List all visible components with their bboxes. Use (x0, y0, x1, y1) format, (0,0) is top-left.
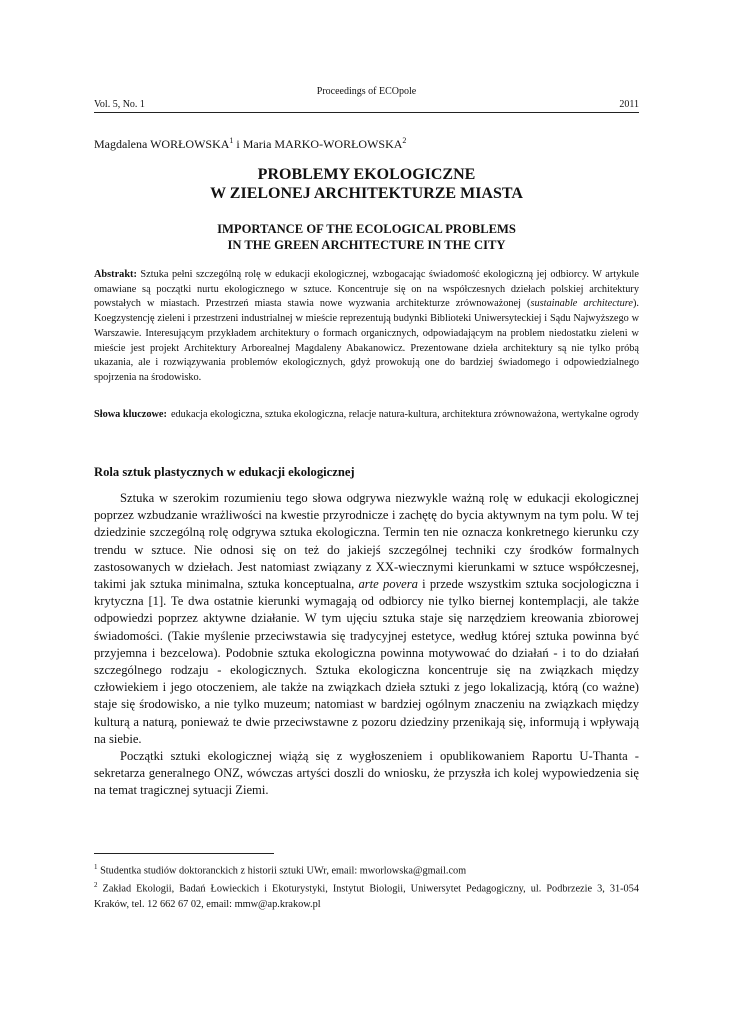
abstract-label: Abstrakt: (94, 269, 137, 280)
abstract-italic-term: sustainable architecture (530, 298, 633, 310)
paragraph-1-part-b: i przede wszystkim sztuka socjologiczna i krytyczna [1]. Te dwa ostatnie kierunki wymagają od odbiorcy nie tylko biernej kontemplacji, ale także odpowiedzi poprzez aktywne działanie. W tym ujęciu sztuka staje się narzędziem kreowania zbiorowej świadomości. (Takie myślenie przeciwstawia się tradycyjnej estetyce, według której sztuka powinna być przyjemna i bezcelowa). Podobnie sztuka ekologiczna powinna motywować do działań - i to do działań szczególnego rodzaju - ekologicznych. Sztuka ekologiczna koncentruje się na związkach między człowiekiem i jego otoczeniem, ale także na związkach dzieła sztuki z jego lokalizacją, którą (co ważne) staje się środowisko, a nie tylko muzeum; natomiast w bardziej ogólnym znaczeniu na związkach między kulturą a naturą, ponieważ te dwie przeciwstawne z pozoru dziedziny przenikają się, informują i wpływają na siebie. (94, 577, 640, 746)
author-1-footnote-mark: 1 (229, 136, 234, 145)
keywords-label: Słowa kluczowe: (94, 409, 167, 420)
title-polish-line-1: PROBLEMY EKOLOGICZNE (257, 166, 476, 183)
body-paragraph-2: Początki sztuki ekologicznej wiążą się z wygłoszeniem i opublikowaniem Raportu U-Thanta - sekretarza generalnego ONZ, wówczas artyści doszli do wniosku, że przyszła ich kolej wypowiedzenia się na temat tragicznej sytuacji Ziemi. (94, 749, 639, 798)
title-polish-line-2: W ZIELONEJ ARCHITEKTURZE MIASTA (210, 185, 523, 202)
author-2-footnote-mark: 2 (402, 136, 407, 145)
author-line (94, 136, 406, 152)
keywords-text: edukacja ekologiczna, sztuka ekologiczna, relacje natura-kultura, architektura zrównoważona, wertykalne ogrody (170, 409, 639, 420)
abstract (94, 268, 639, 386)
footnotes (94, 860, 639, 912)
publication-year: 2011 (619, 99, 639, 110)
title-english (94, 221, 639, 253)
title-polish (94, 165, 639, 203)
title-english-line-2: IN THE GREEN ARCHITECTURE IN THE CITY (227, 238, 506, 252)
body-text (94, 490, 639, 800)
footnote-1 (94, 860, 639, 878)
paragraph-1-italic-term: arte povera (358, 577, 418, 592)
abstract-text-part-1: Sztuka pełni szczególną rolę w edukacji ekologicznej, wzbogacając świadomość ekologiczną jej odbiorcy. W artykule omawiane są początki nurtu ekologicznego w sztuce. Koncentruje się on na współczesnych dziełach polskiej architektury powstałych w miastach. Przestrzeń miasta stawia nowe wyzwania architekturze zrównoważonej ( (94, 269, 639, 310)
body-paragraph-1 (94, 490, 639, 748)
abstract-text-part-2: ). Koegzystencję zieleni i przestrzeni industrialnej w mieście reprezentują budynki Biblioteki Uniwersyteckiej i Sądu Najwyższego w Warszawie. Interesującym przykładem architektury o formach organicznych, odpowiadającym na problem niedostatku zieleni w mieście jest projekt Architektury Arborealnej Magdaleny Abakanowicz. Prezentowane dzieła architektury są nie tylko próbą ukazania, ale i rozwiązywania problemów ekologicznych, gdyż prowokują one do bardziej świadomego i odpowiedzialnego spojrzenia na środowisko. (94, 298, 640, 383)
author-1-name: Magdalena WORŁOWSKA (94, 137, 230, 151)
section-heading: Rola sztuk plastycznych w edukacji ekologicznej (94, 465, 355, 479)
footnote-divider (94, 853, 274, 854)
footnote-1-mark: 1 (94, 863, 98, 871)
journal-running-head: Proceedings of ECOpole (316, 86, 417, 97)
keywords (94, 408, 639, 423)
author-connector: i (233, 137, 243, 151)
volume-line (94, 99, 639, 113)
paragraph-1-part-a: Sztuka w szerokim rozumieniu tego słowa odgrywa niezwykle ważną rolę w edukacji ekologicznej poprzez wzbudzanie wrażliwości na kwestie przyrodnicze i zachętę do bycia aktywnym na tym polu. W tej dziedzinie szczególną rolę odgrywa sztuka ekologiczna. Termin ten nie oznacza konkretnego kierunku czy trendu w sztuce. Nie odnosi się on też do jakiejś szczególnej techniki czy środków formalnych zastosowanych w dziełach. Jest natomiast związany z XX-wiecznymi kierunkami w sztuce współczesnej, takimi jak sztuka minimalna, sztuka konceptualna, (94, 491, 639, 592)
volume-number: Vol. 5, No. 1 (94, 99, 145, 110)
title-english-line-1: IMPORTANCE OF THE ECOLOGICAL PROBLEMS (217, 222, 516, 236)
footnote-2-text: Zakład Ekologii, Badań Łowieckich i Ekoturystyki, Instytut Biologii, Uniwersytet Pedagogiczny, ul. Podbrzezie 3, 31-054 Kraków, tel. 12 662 67 02, email: mmw@ap.krakow.pl (94, 883, 639, 910)
author-2-name: Maria MARKO-WORŁOWSKA (242, 137, 403, 151)
footnote-1-text: Studentka studiów doktoranckich z historii sztuki UWr, email: mworlowska@gmail.com (97, 865, 467, 877)
footnote-2-mark: 2 (94, 881, 98, 890)
footnote-2 (94, 878, 639, 911)
